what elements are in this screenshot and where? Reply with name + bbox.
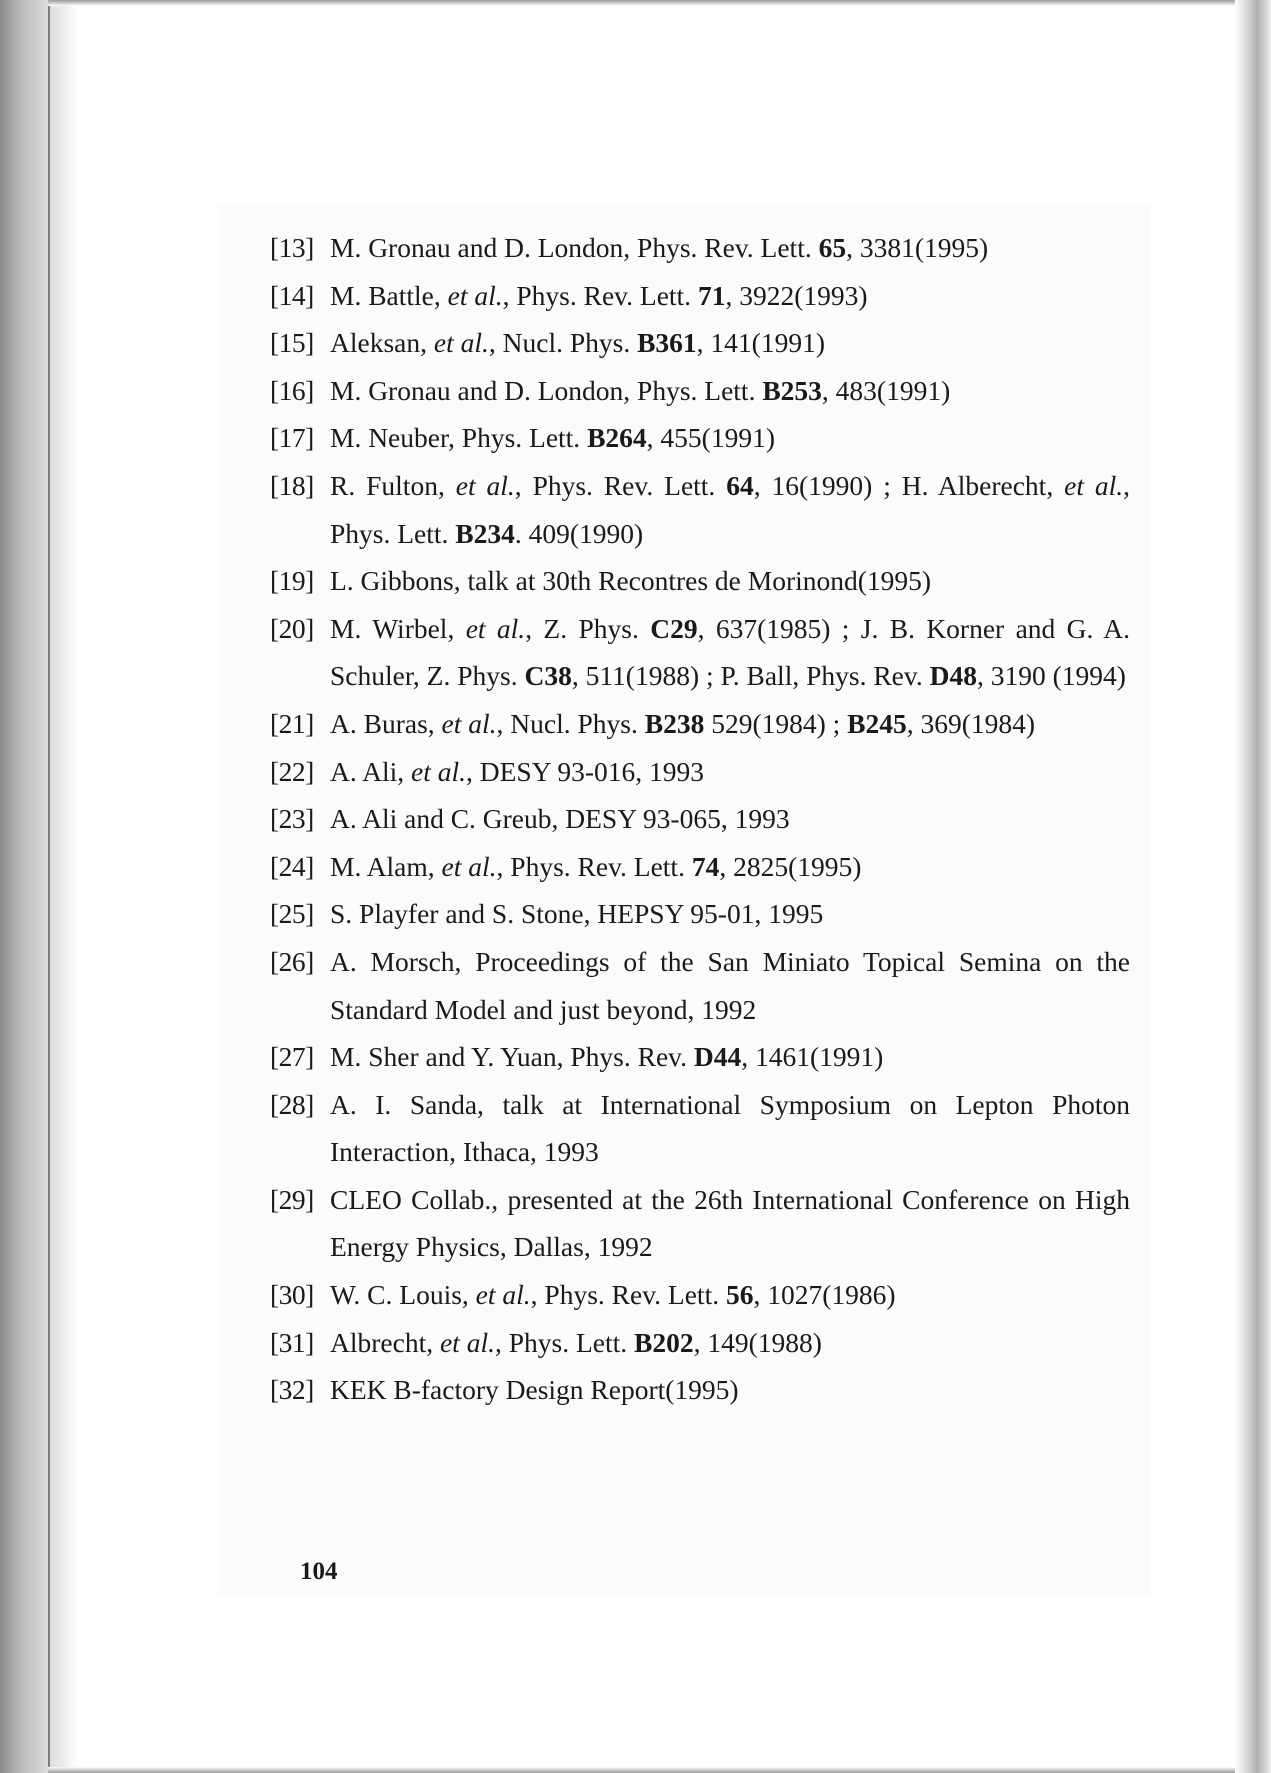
reference-number: [25] — [270, 898, 314, 930]
citation-text: Albrecht, — [330, 1326, 440, 1358]
reference-item — [270, 1271, 1130, 1319]
et-al-text: et al. — [1064, 469, 1124, 501]
citation-text: , 455(1991) — [646, 422, 775, 454]
reference-item — [270, 843, 1130, 891]
reference-number: [26] — [270, 945, 314, 977]
reference-citation — [330, 565, 931, 596]
citation-text: S. Playfer and S. Stone, HEPSY 95-01, 1995 — [330, 898, 824, 930]
volume-number: B361 — [637, 327, 697, 359]
citation-text: , 1027(1986) — [753, 1279, 896, 1311]
volume-number: 74 — [691, 850, 720, 882]
reference-number: [18] — [270, 469, 314, 501]
page-top-edge — [48, 0, 1248, 6]
reference-number: [29] — [270, 1183, 314, 1215]
et-al-text: et al. — [439, 1326, 495, 1358]
et-al-text: et al. — [441, 707, 497, 739]
volume-number: D48 — [929, 660, 977, 692]
volume-number: D44 — [693, 1041, 742, 1073]
page-bottom-edge — [48, 1767, 1248, 1773]
citation-text: , 637(1985) ; J. B. Korner and G. A. Schuler, Z. Phys. — [330, 612, 1130, 692]
reference-citation — [330, 1327, 822, 1358]
reference-citation — [330, 756, 704, 787]
citation-text: , 369(1984) — [906, 707, 1036, 739]
reference-item — [270, 462, 1130, 557]
citation-text: A. Ali, — [330, 755, 411, 787]
volume-number: B245 — [847, 707, 907, 739]
volume-number: B238 — [644, 707, 705, 739]
page-binding-edge — [48, 0, 50, 1773]
citation-text: CLEO Collab., presented at the 26th International Conference on High Energy Physics, Dallas, 1992 — [330, 1183, 1130, 1263]
citation-text: A. Buras, — [330, 707, 442, 739]
page-number: 104 — [300, 1558, 338, 1585]
reference-number: [28] — [270, 1088, 314, 1120]
reference-item — [270, 1176, 1130, 1271]
volume-number: C38 — [524, 660, 572, 692]
citation-text: , 3190 (1994) — [976, 660, 1126, 692]
volume-number: 65 — [818, 232, 847, 263]
reference-number: [23] — [270, 803, 314, 835]
reference-citation — [330, 1279, 896, 1310]
citation-text: M. Gronau and D. London, Phys. Rev. Lett. — [330, 232, 819, 263]
citation-text: , DESY 93-016, 1993 — [465, 755, 705, 787]
citation-text: , 141(1991) — [696, 327, 825, 359]
et-al-text: et al. — [465, 612, 526, 644]
volume-number: B253 — [762, 374, 822, 406]
reference-item — [270, 272, 1130, 320]
citation-text: , 149(1988) — [693, 1326, 822, 1358]
reference-number: [16] — [270, 374, 314, 406]
reference-citation — [330, 851, 861, 882]
citation-text: , Z. Phys. — [525, 612, 651, 644]
reference-citation — [330, 1041, 883, 1072]
reference-number: [27] — [270, 1041, 314, 1073]
citation-text: , Phys. Rev. Lett. — [514, 469, 727, 501]
volume-number: 64 — [726, 469, 754, 501]
citation-text: , Phys. Rev. Lett. — [496, 850, 692, 882]
citation-text: W. C. Louis, — [330, 1279, 476, 1311]
reference-number: [32] — [270, 1374, 314, 1406]
reference-number: [15] — [270, 327, 314, 359]
et-al-text: et al. — [455, 469, 515, 501]
citation-text: M. Alam, — [330, 850, 442, 882]
reference-item — [270, 1033, 1130, 1081]
citation-text: M. Sher and Y. Yuan, Phys. Rev. — [330, 1041, 694, 1073]
volume-number: 71 — [697, 279, 726, 311]
citation-text: R. Fulton, — [330, 469, 456, 501]
reference-number: [30] — [270, 1279, 314, 1311]
citation-text: , Phys. Rev. Lett. — [530, 1279, 726, 1311]
reference-citation — [330, 803, 790, 834]
reference-citation — [330, 1374, 739, 1405]
reference-number: [24] — [270, 850, 314, 882]
citation-text: . 409(1990) — [514, 517, 644, 549]
citation-text: , 3922(1993) — [725, 279, 868, 311]
reference-citation — [330, 422, 775, 453]
reference-citation — [330, 898, 823, 929]
reference-item — [270, 795, 1130, 843]
citation-text: , Phys. Lett. — [330, 469, 1131, 549]
citation-text: A. Morsch, Proceedings of the San Miniato Topical Semina on the Standard Model and just beyond, 1992 — [330, 945, 1130, 1025]
citation-text: , Nucl. Phys. — [488, 327, 638, 359]
citation-text: 529(1984) ; — [704, 707, 848, 739]
et-al-text: et al. — [447, 279, 503, 311]
reference-number: [19] — [270, 565, 314, 597]
reference-number: [31] — [270, 1326, 314, 1358]
citation-text: A. I. Sanda, talk at International Symposium on Lepton Photon Interaction, Ithaca, 1993 — [330, 1088, 1130, 1168]
reference-citation — [330, 375, 950, 406]
reference-item — [270, 605, 1130, 700]
reference-citation — [330, 1089, 1130, 1168]
reference-citation — [330, 232, 988, 263]
reference-item — [270, 938, 1130, 1033]
volume-number: B264 — [587, 422, 647, 454]
reference-citation — [330, 470, 1130, 549]
citation-text: M. Battle, — [330, 279, 448, 311]
reference-number: [21] — [270, 707, 314, 739]
volume-number: 56 — [725, 1279, 754, 1311]
reference-citation — [330, 613, 1130, 692]
reference-item — [270, 1081, 1130, 1176]
reference-list — [270, 224, 1130, 1414]
citation-text: Aleksan, — [330, 327, 434, 359]
citation-text: , 16(1990) ; H. Alberecht, — [753, 469, 1065, 501]
reference-item — [270, 224, 1130, 272]
et-al-text: et al. — [441, 850, 497, 882]
reference-item — [270, 890, 1130, 938]
page-binding-shadow — [0, 0, 78, 1773]
citation-text: L. Gibbons, talk at 30th Recontres de Morinond(1995) — [330, 565, 932, 597]
reference-item — [270, 748, 1130, 796]
citation-text: M. Neuber, Phys. Lett. — [330, 422, 588, 454]
citation-text: , Phys. Lett. — [494, 1326, 634, 1358]
reference-item — [270, 367, 1130, 415]
reference-item — [270, 1366, 1130, 1414]
citation-text: , Phys. Rev. Lett. — [502, 279, 698, 311]
reference-citation — [330, 1184, 1130, 1263]
reference-citation — [330, 946, 1130, 1025]
reference-number: [17] — [270, 422, 314, 454]
et-al-text: et al. — [410, 755, 466, 787]
reference-citation — [330, 327, 825, 358]
reference-number: [20] — [270, 612, 314, 644]
reference-item — [270, 700, 1130, 748]
citation-text: , 1461(1991) — [741, 1041, 884, 1073]
citation-text: , 2825(1995) — [719, 850, 862, 882]
reference-number: [14] — [270, 279, 314, 311]
reference-citation — [330, 708, 1035, 739]
volume-number: B202 — [634, 1326, 694, 1358]
citation-text: , 511(1988) ; P. Ball, Phys. Rev. — [571, 660, 930, 692]
et-al-text: et al. — [433, 327, 489, 359]
reference-item — [270, 557, 1130, 605]
reference-citation — [330, 280, 868, 311]
reference-number: [22] — [270, 755, 314, 787]
volume-number: B234 — [455, 517, 515, 549]
citation-text: M. Wirbel, — [330, 612, 466, 644]
volume-number: C29 — [650, 612, 698, 644]
page-right-edge-shadow — [1235, 0, 1271, 1773]
reference-item — [270, 1319, 1130, 1367]
reference-item — [270, 319, 1130, 367]
reference-number: [13] — [270, 232, 314, 263]
citation-text: , Nucl. Phys. — [496, 707, 645, 739]
citation-text: M. Gronau and D. London, Phys. Lett. — [330, 374, 763, 406]
reference-item — [270, 414, 1130, 462]
citation-text: KEK B-factory Design Report(1995) — [330, 1374, 739, 1406]
citation-text: , 3381(1995) — [846, 232, 989, 263]
citation-text: , 483(1991) — [821, 374, 951, 406]
citation-text: A. Ali and C. Greub, DESY 93-065, 1993 — [330, 803, 790, 835]
et-al-text: et al. — [475, 1279, 531, 1311]
